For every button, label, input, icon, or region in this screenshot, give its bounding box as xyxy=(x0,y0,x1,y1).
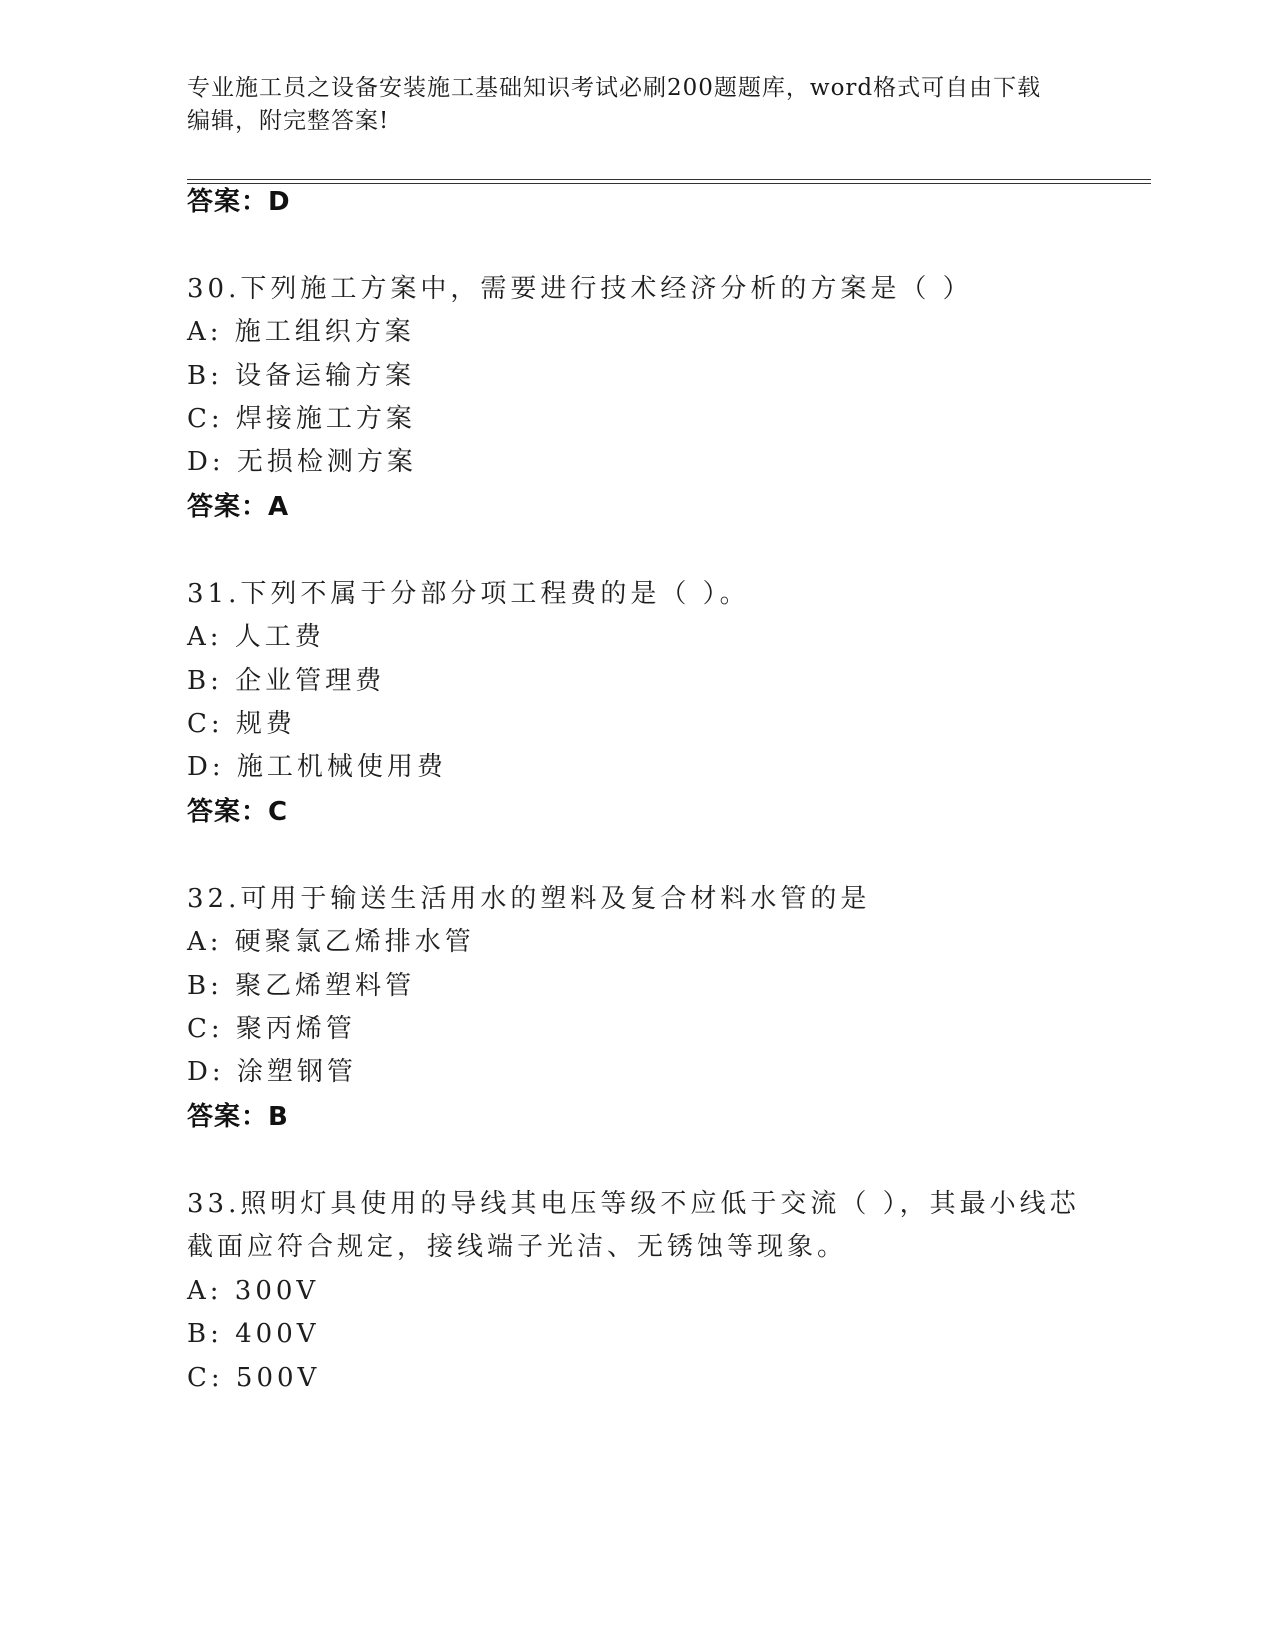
question-30-option-a: A: 施工组织方案 xyxy=(187,317,415,347)
question-30-option-c: C: 焊接施工方案 xyxy=(187,404,416,434)
header-divider-bottom xyxy=(187,183,1151,184)
header-line-1: 专业施工员之设备安装施工基础知识考试必刷200题题库，word格式可自由下载 xyxy=(187,75,1042,101)
question-30-stem: 30.下列施工方案中，需要进行技术经济分析的方案是（ ） xyxy=(187,274,973,304)
question-33-option-c: C: 500V xyxy=(187,1363,321,1393)
question-31-option-a: A: 人工费 xyxy=(187,622,325,652)
question-32-stem: 32.可用于输送生活用水的塑料及复合材料水管的是 xyxy=(187,884,871,914)
question-33-stem-line-2: 截面应符合规定，接线端子光洁、无锈蚀等现象。 xyxy=(187,1232,848,1262)
answer-q30: 答案：A xyxy=(187,492,290,522)
question-33-option-a: A: 300V xyxy=(187,1276,320,1306)
answer-q32: 答案：B xyxy=(187,1102,289,1132)
question-32-option-c: C: 聚丙烯管 xyxy=(187,1014,356,1044)
question-31-option-b: B: 企业管理费 xyxy=(187,666,386,696)
answer-q29: 答案：D xyxy=(187,187,291,217)
question-33-stem-line-1: 33.照明灯具使用的导线其电压等级不应低于交流（ ），其最小线芯 xyxy=(187,1189,1080,1219)
question-33-option-b: B: 400V xyxy=(187,1319,320,1349)
question-31-option-d: D: 施工机械使用费 xyxy=(187,752,447,782)
header-line-2: 编辑，附完整答案! xyxy=(187,108,390,134)
document-header xyxy=(187,72,1067,138)
question-30-option-b: B: 设备运输方案 xyxy=(187,361,416,391)
question-31-option-c: C: 规费 xyxy=(187,709,296,739)
question-32-option-a: A: 硬聚氯乙烯排水管 xyxy=(187,927,475,957)
question-32-option-b: B: 聚乙烯塑料管 xyxy=(187,971,416,1001)
header-divider-top xyxy=(187,179,1151,180)
question-32-option-d: D: 涂塑钢管 xyxy=(187,1057,357,1087)
question-31-stem: 31.下列不属于分部分项工程费的是（ ）。 xyxy=(187,579,750,609)
question-30-option-d: D: 无损检测方案 xyxy=(187,447,417,477)
answer-q31: 答案：C xyxy=(187,797,289,827)
